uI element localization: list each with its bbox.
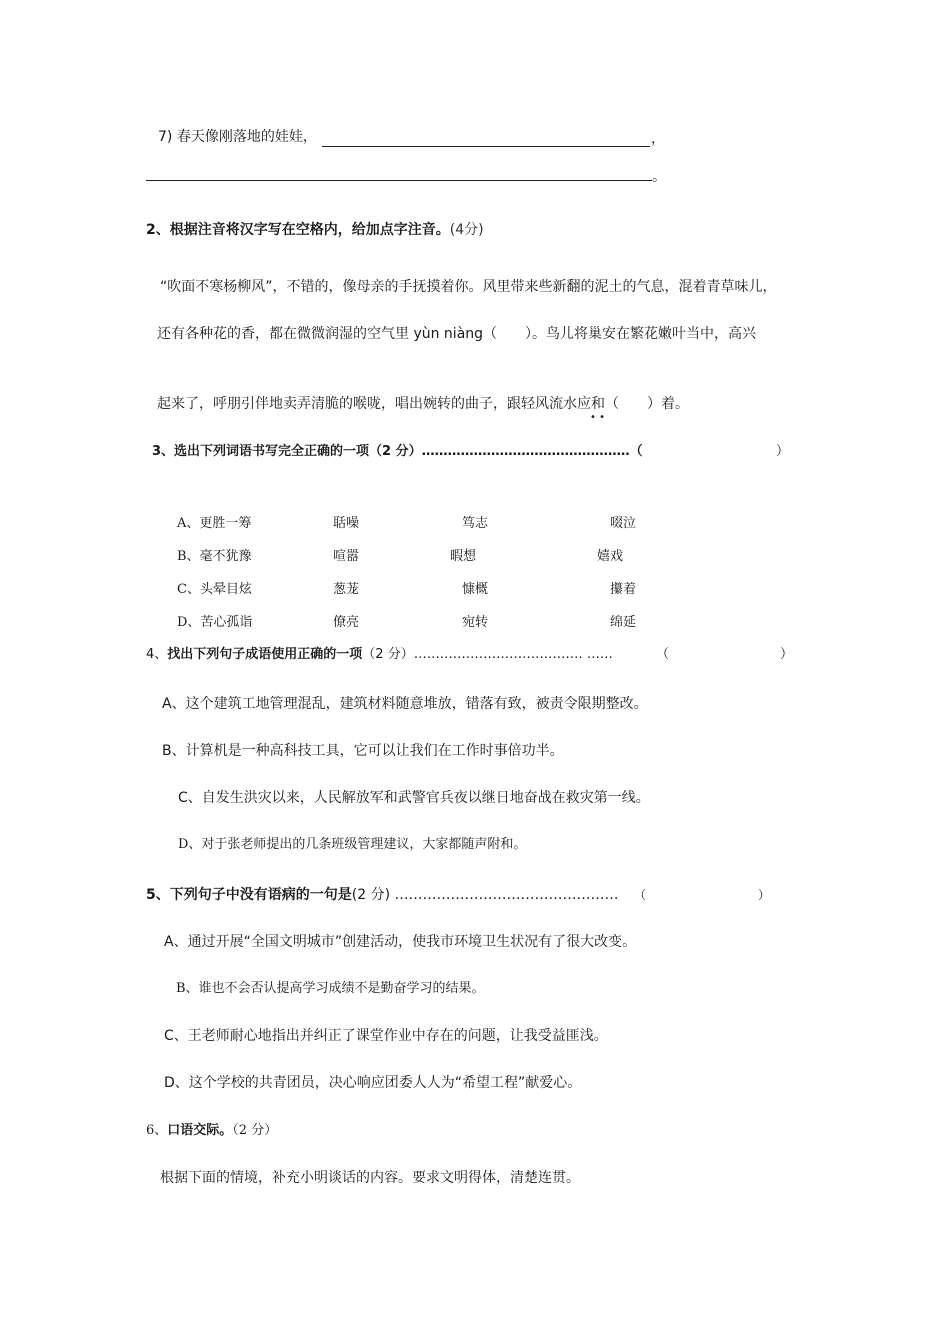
answer-blank[interactable] <box>322 146 650 147</box>
q3-paren-close: ） <box>776 444 790 459</box>
q4-score: （2 分）………………………………… …… <box>362 647 613 662</box>
q3-option-d-word4: 绵延 <box>610 615 637 630</box>
q3-option-c-word4: 攥着 <box>610 582 637 597</box>
q3-option-d-word2: 僚亮 <box>333 615 360 630</box>
q3-option-b-label: B、毫不犹豫 <box>177 549 252 564</box>
q2-title-text: 2、根据注音将汉字写在空格内，给加点字注音。 <box>146 222 450 238</box>
q3-option-a-word3: 笃志 <box>462 516 489 531</box>
q3-option-b-word3: 暇想 <box>450 549 477 564</box>
q2-title <box>146 221 484 239</box>
q5-option-d: D、这个学校的共青团员，决心响应团委人人为“希望工程”献爱心。 <box>164 1075 582 1091</box>
q3-option-d-label: D、苦心孤诣 <box>177 615 253 630</box>
q4-paren-open: （ <box>656 647 670 662</box>
q5-paren-close: ） <box>758 888 771 902</box>
q5-option-a: A、通过开展“全国文明城市”创建活动，使我市环境卫生状况有了很大改变。 <box>164 934 637 950</box>
q2-passage-line2: 还有各种花的香，都在微微润湿的空气里 yùn niàng（ ）。鸟儿将巢安在繁花嫩叶当中，高兴 <box>157 326 757 342</box>
q4-option-b: B、计算机是一种高科技工具，它可以让我们在工作时事倍功半。 <box>162 743 564 759</box>
q3-option-b-word4: 嬉戏 <box>597 549 624 564</box>
q5-paren-open: （ <box>634 888 647 902</box>
q3-title: 3、选出下列词语书写完全正确的一项（2 分）…………………………………………（ <box>152 444 643 459</box>
q1-item7-prefix: 7) 春天像刚落地的娃娃， <box>158 129 317 145</box>
q6-num: 6、 <box>146 1123 168 1138</box>
q4-title-text: 找出下列句子成语使用正确的一项 <box>167 647 363 662</box>
q3-option-a-label: A、更胜一筹 <box>177 516 252 531</box>
q2-passage-line1: “吹面不寒杨柳风”，不错的，像母亲的手抚摸着你。风里带来些新翻的泥土的气息，混着青草味儿， <box>160 279 777 295</box>
q4-paren-close: ） <box>780 647 794 662</box>
q4-title <box>146 646 613 664</box>
q5-title-text: 5、下列句子中没有语病的一句是 <box>146 887 352 903</box>
q3-option-d-word3: 宛转 <box>462 615 489 630</box>
q3-option-a-word4: 啜泣 <box>610 516 637 531</box>
emphasis-dots: • • <box>590 412 605 423</box>
q4-option-d: D、对于张老师提出的几条班级管理建议，大家都随声附和。 <box>178 837 527 852</box>
q4-option-a: A、这个建筑工地管理混乱，建筑材料随意堆放，错落有致，被责令限期整改。 <box>162 696 648 712</box>
q5-option-c: C、王老师耐心地指出并纠正了课堂作业中存在的问题，让我受益匪浅。 <box>164 1028 608 1044</box>
q1-item7-period: 。 <box>652 169 666 185</box>
q4-option-c: C、自发生洪灾以来，人民解放军和武警官兵夜以继日地奋战在救灾第一线。 <box>178 790 650 806</box>
q6-title-text: 口语交际。 <box>167 1123 233 1138</box>
q3-option-a-word2: 聒噪 <box>333 516 360 531</box>
q3-option-c-word2: 葱茏 <box>333 582 360 597</box>
q2-score: (4分) <box>449 222 484 238</box>
q3-option-c-word3: 慷概 <box>462 582 489 597</box>
q6-score: （2 分） <box>232 1123 278 1138</box>
q6-instruction: 根据下面的情境，补充小明谈话的内容。要求文明得体，清楚连贯。 <box>160 1170 580 1186</box>
q1-item7-comma: ， <box>651 131 665 147</box>
q5-title <box>146 886 618 904</box>
q5-score: (2 分) ………………………………………… <box>351 887 619 903</box>
q3-option-c-label: C、头晕目炫 <box>177 582 252 597</box>
q4-num: 4、 <box>146 647 168 662</box>
q3-option-b-word2: 喧嚣 <box>333 549 360 564</box>
q5-option-b: B、谁也不会否认提高学习成绩不是勤奋学习的结果。 <box>176 981 485 996</box>
answer-blank[interactable] <box>146 180 652 181</box>
q2-passage-line3: 起来了，呼朋引伴地卖弄清脆的喉咙，唱出婉转的曲子，跟轻风流水应和（ ）着。 <box>157 396 689 412</box>
q6-title <box>146 1122 277 1140</box>
